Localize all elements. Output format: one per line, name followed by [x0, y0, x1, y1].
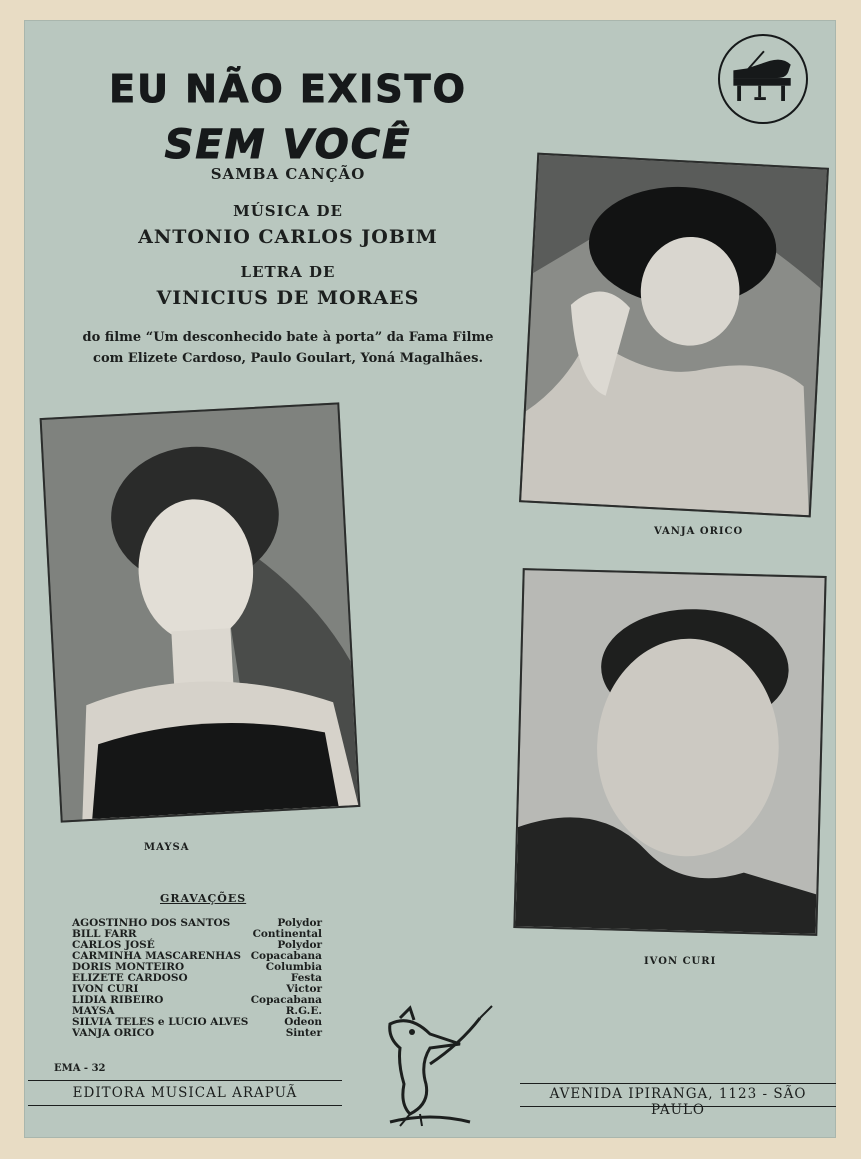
- list-item: DORIS MONTEIRO Columbia: [72, 961, 322, 973]
- photo-maysa: [40, 402, 361, 822]
- divider: [520, 1083, 836, 1084]
- portrait-man-icon: [515, 570, 824, 934]
- sheet-music-cover: [24, 20, 836, 1138]
- caption-maysa: MAYSA: [144, 842, 190, 853]
- lyricist-name: VINICIUS DE MORAES: [156, 287, 420, 309]
- bird-icon: [370, 1004, 500, 1132]
- list-item: IVON CURI Victor: [72, 983, 322, 995]
- publisher-address: AVENIDA IPIRANGA, 1123 - SÃO PAULO: [549, 1086, 807, 1118]
- divider: [28, 1080, 342, 1081]
- list-item: VANJA ORICO Sinter: [72, 1027, 322, 1039]
- list-item: MAYSA R.G.E.: [72, 1005, 322, 1017]
- film-credits-line1: do filme “Um desconhecido bate à porta” da Fama Filme: [82, 330, 494, 345]
- list-item: LIDIA RIBEIRO Copacabana: [72, 994, 322, 1006]
- recordings-list: [72, 918, 322, 1039]
- catalog-code: EMA - 32: [54, 1063, 106, 1074]
- divider: [520, 1106, 836, 1107]
- piano-icon: [720, 36, 806, 122]
- divider: [28, 1105, 342, 1106]
- recordings-heading: GRAVAÇÕES: [160, 892, 247, 905]
- list-item: SILVIA TELES e LUCIO ALVES Odeon: [72, 1016, 322, 1028]
- photo-ivon-curi: [513, 568, 826, 936]
- lyrics-label: LETRA DE: [240, 263, 336, 281]
- song-title-line1: EU NÃO EXISTO: [109, 67, 467, 111]
- list-item: CARLOS JOSÉ Polydor: [72, 939, 322, 951]
- list-item: CARMINHA MASCARENHAS Copacabana: [72, 950, 322, 962]
- portrait-woman-icon: [42, 405, 359, 821]
- piano-logo: [718, 34, 808, 124]
- caption-ivon-curi: IVON CURI: [644, 956, 717, 967]
- film-credits: [68, 327, 508, 369]
- genre: SAMBA CANÇÃO: [210, 165, 366, 183]
- song-title-line2: SEM VOCÊ: [164, 122, 412, 168]
- photo-vanja-orico: [519, 153, 829, 518]
- caption-vanja-orico: VANJA ORICO: [654, 526, 744, 537]
- list-item: BILL FARR Continental: [72, 928, 322, 940]
- list-item: AGOSTINHO DOS SANTOS Polydor: [72, 917, 322, 929]
- list-item: ELIZETE CARDOSO Festa: [72, 972, 322, 984]
- bird-conductor-illustration: [370, 1004, 500, 1132]
- music-label: MÚSICA DE: [233, 202, 343, 220]
- publisher-name: EDITORA MUSICAL ARAPUÃ: [72, 1085, 298, 1101]
- film-credits-line2: com Elizete Cardoso, Paulo Goulart, Yoná Magalhães.: [93, 351, 483, 366]
- portrait-woman-icon: [521, 155, 827, 516]
- composer-name: ANTONIO CARLOS JOBIM: [138, 226, 438, 248]
